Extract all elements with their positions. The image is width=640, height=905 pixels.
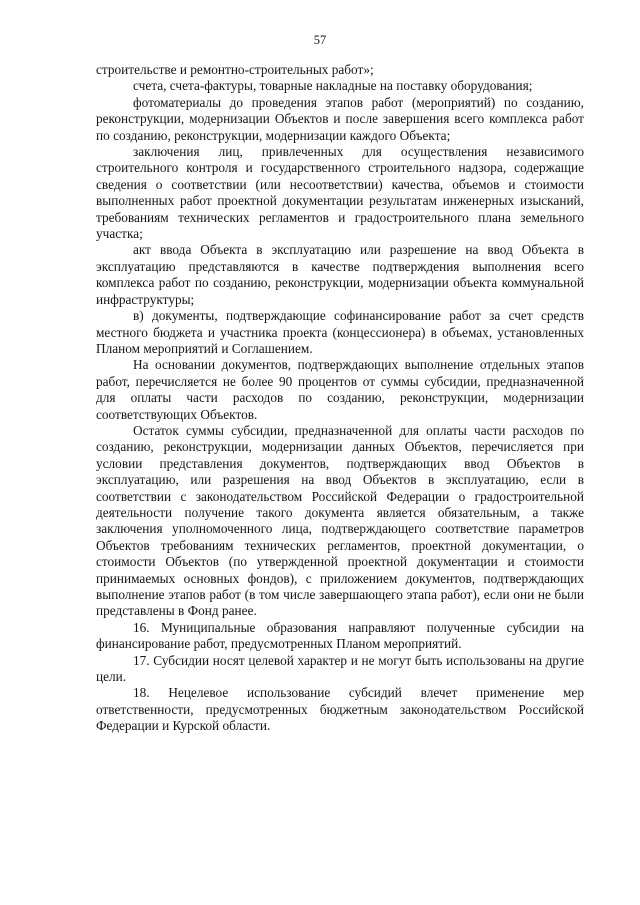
paragraph-cofinancing-docs: в) документы, подтверждающие софинансирование работ за счет средств местного бюджета и участника проекта (концессионера) в объемах, установленных Планом мероприятий и Соглашением.: [96, 308, 584, 356]
paragraph-conclusions: заключения лиц, привлеченных для осуществления независимого строительного контроля и государственного строительного надзора, содержащие сведения о соответствии (или несоответствии) качества, объемов и стоимости выполненных работ проектной документации результатам инженерных изысканий, требованиям технических регламентов и градостроительного плана земельного участка;: [96, 144, 584, 242]
clause-17: 17. Субсидии носят целевой характер и не могут быть использованы на другие цели.: [96, 652, 584, 685]
paragraph-photo-materials: фотоматериалы до проведения этапов работ (мероприятий) по созданию, реконструкции, модернизации Объектов и после завершения всего комплекса работ по созданию, реконструкции, модернизации каждого Объекта;: [96, 94, 584, 143]
paragraph-ninety-percent: На основании документов, подтверждающих выполнение отдельных этапов работ, перечисляется не более 90 процентов от суммы субсидии, предназначенной для оплаты части расходов по созданию, реконструкции, модернизации соответствующих Объектов.: [96, 357, 584, 422]
clause-18: 18. Нецелевое использование субсидий влечет применение мер ответственности, предусмотренных бюджетным законодательством Российской Федерации и Курской области.: [96, 685, 584, 734]
page-number: 57: [313, 33, 327, 47]
paragraph-commissioning-act: акт ввода Объекта в эксплуатацию или разрешение на ввод Объекта в эксплуатацию представляются в качестве подтверждения выполнения всего комплекса работ по созданию, реконструкции, модернизации объекта коммунальной инфраструктуры;: [96, 242, 584, 307]
paragraph-continuation: строительстве и ремонтно-строительных работ»;: [96, 62, 374, 77]
paragraph-remaining-subsidy: Остаток суммы субсидии, предназначенной для оплаты части расходов по созданию, реконструкции, модернизации данных Объектов, перечисляется при условии представления документов, подтверждающих ввод Объектов в эксплуатацию, или разрешения на ввод Объектов в эксплуатацию, если в соответствии с законодательством Российской Федерации о градостроительной деятельности получение такого документа является обязательным, а также заключения уполномоченного лица, подтверждающего соответствие параметров Объектов требованиям технических регламентов, проектной документации, о стоимости Объектов (по утвержденной проектной документации и стоимости принимаемых основных фондов), с приложением документов, подтверждающих выполнение этапов работ (в том числе завершающего этапа работ), если они не были представлены в Фонд ранее.: [96, 422, 584, 619]
paragraph-invoices: счета, счета-фактуры, товарные накладные на поставку оборудования;: [133, 78, 533, 94]
clause-16: 16. Муниципальные образования направляют полученные субсидии на финансирование работ, предусмотренных Планом мероприятий.: [96, 619, 584, 652]
document-body: [96, 62, 584, 735]
